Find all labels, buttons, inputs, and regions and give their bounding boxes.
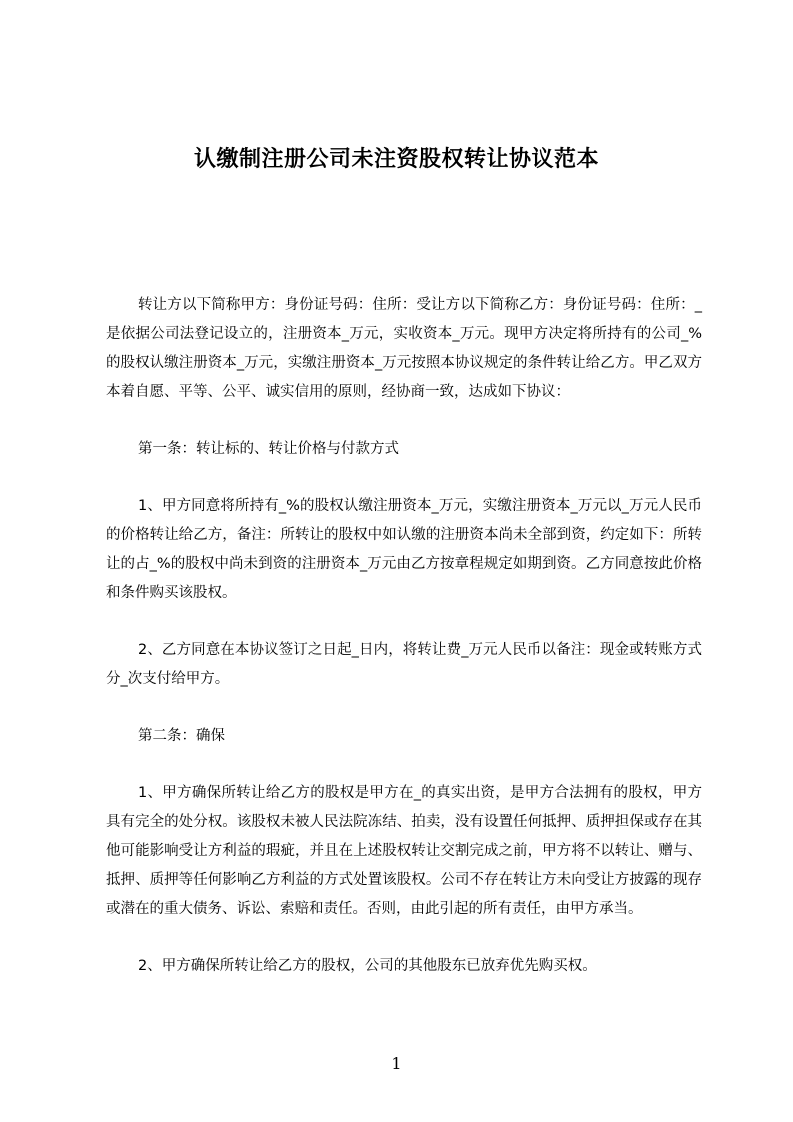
article-2-clause-1: 1、甲方确保所转让给乙方的股权是甲方在_的真实出资，是甲方合法拥有的股权，甲方具有完全的处分权。该股权未被人民法院冻结、拍卖，没有设置任何抵押、质押担保或存在其他可能影响受让方利益的瑕疵，并且在上述股权转让交割完成之前，甲方将不以转让、赠与、抵押、质押等任何影响乙方利益的方式处置该股权。公司不存在转让方未向受让方披露的现存或潜在的重大债务、诉讼、索赔和责任。否则，由此引起的所有责任，由甲方承当。 bbox=[106, 785, 702, 917]
page-title: 认缴制注册公司未注资股权转让协议范本 bbox=[193, 147, 599, 172]
article-2-clause-2: 2、甲方确保所转让给乙方的股权，公司的其他股东已放弃优先购买权。 bbox=[138, 958, 597, 974]
article-1-clause-1: 1、甲方同意将所持有_%的股权认缴注册资本_万元，实缴注册资本_万元以_万元人民币的价格转让给乙方，备注：所转让的股权中如认缴的注册资本尚未全部到资，约定如下：所转让的占_%的股权中尚未到资的注册资本_万元由乙方按章程规定如期到资。乙方同意按此价格和条件购买该股权。 bbox=[106, 498, 702, 601]
page-number: 1 bbox=[391, 1054, 402, 1073]
article-1-clause-2: 2、乙方同意在本协议签订之日起_日内，将转让费_万元人民币以备注：现金或转账方式分_次支付给甲方。 bbox=[106, 642, 702, 687]
article-1-heading: 第一条：转让标的、转让价格与付款方式 bbox=[138, 441, 399, 457]
intro-paragraph: 转让方以下简称甲方：身份证号码：住所：受让方以下简称乙方：身份证号码：住所：_是依据公司法登记设立的，注册资本_万元，实收资本_万元。现甲方决定将所持有的公司_%的股权认缴注册资本_万元，实缴注册资本_万元按照本协议规定的条件转让给乙方。甲乙双方本着自愿、平等、公平、诚实信用的原则，经协商一致，达成如下协议： bbox=[106, 297, 702, 400]
article-2-heading: 第二条：确保 bbox=[138, 728, 225, 744]
document-body bbox=[106, 291, 702, 1009]
